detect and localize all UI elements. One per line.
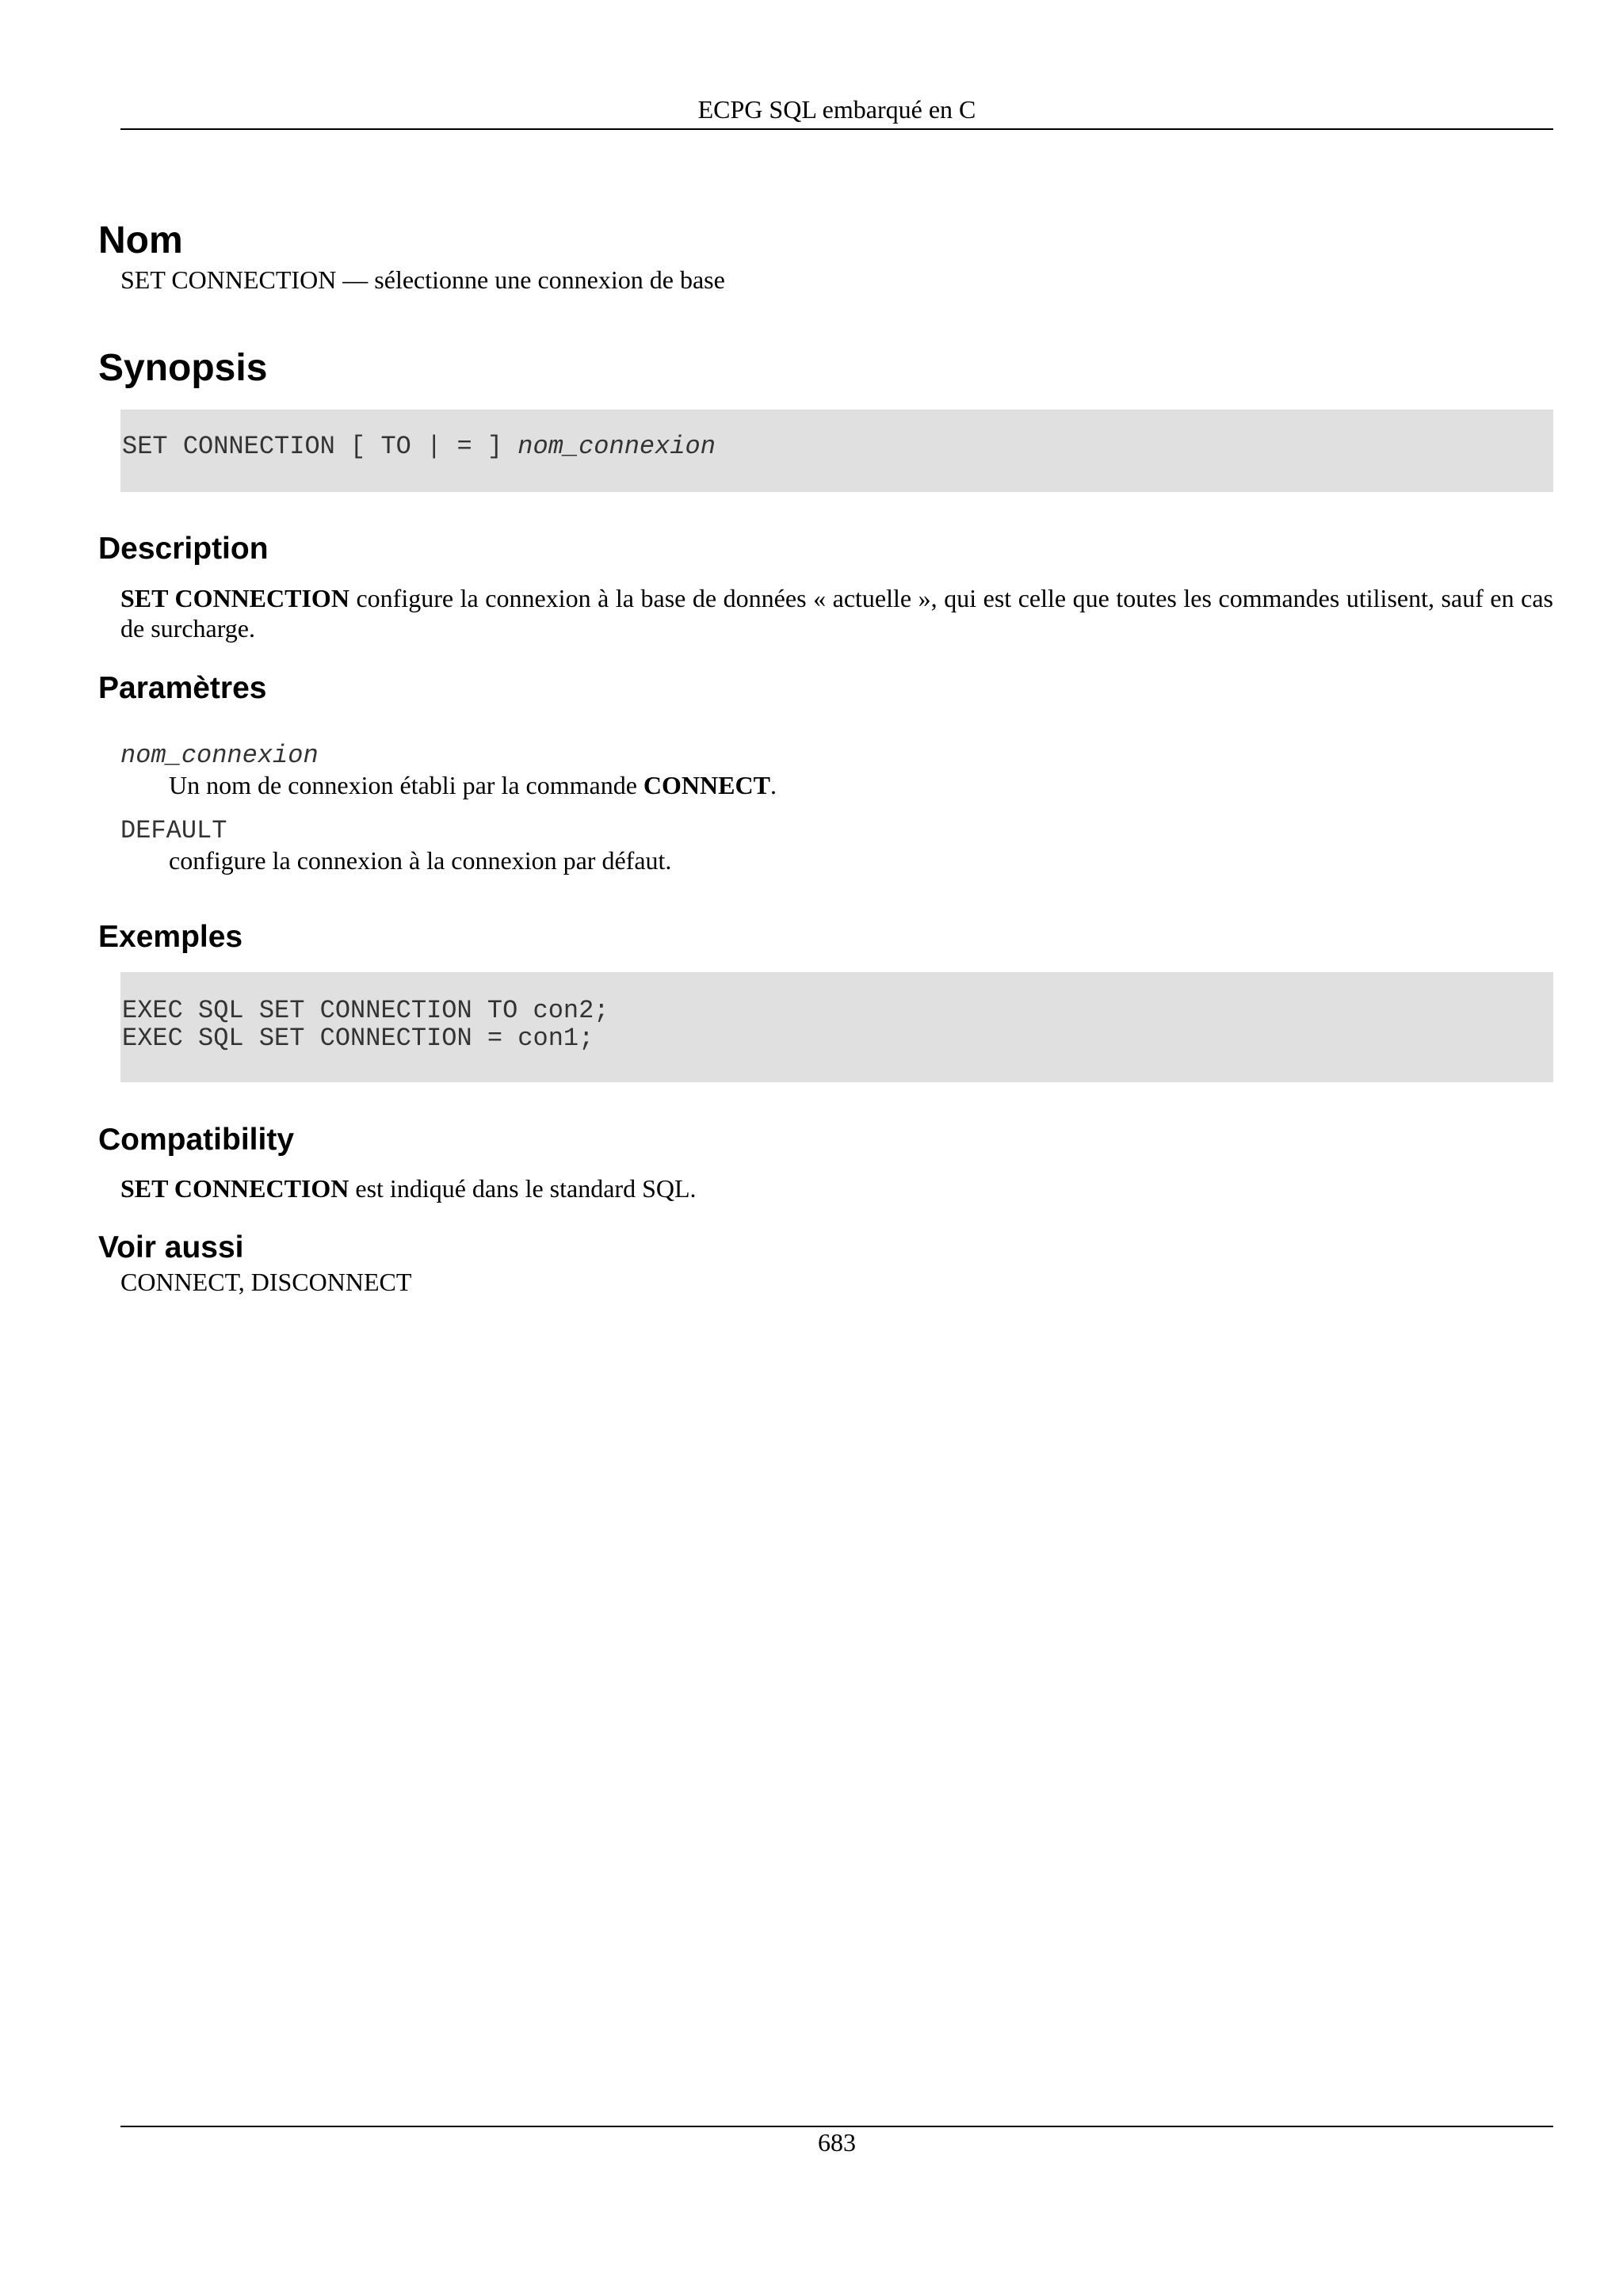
heading-nom: Nom: [98, 219, 183, 261]
page-number: 683: [818, 2128, 856, 2157]
see-also-link-disconnect[interactable]: DISCONNECT: [250, 1268, 412, 1296]
param-term-nom-connexion: nom_connexion: [120, 741, 319, 770]
param-def-nom-connexion: [169, 770, 777, 800]
synopsis-code-param: nom_connexion: [517, 432, 716, 461]
see-also-list: [120, 1267, 1553, 1297]
nom-text: SET CONNECTION — sélectionne une connexion de base: [120, 265, 725, 294]
compatibility-command: SET CONNECTION: [120, 1174, 349, 1203]
description-body: configure la connexion à la base de données « actuelle », qui est celle que toutes les commandes utilisent, sauf en cas de surcharge.: [120, 584, 1553, 643]
heading-parametres: Paramètres: [98, 671, 267, 705]
param-def-connect-command: CONNECT: [643, 771, 770, 799]
see-also-link-connect[interactable]: CONNECT: [120, 1268, 239, 1296]
synopsis-code-line: [122, 433, 1552, 460]
heading-exemples: Exemples: [98, 920, 243, 954]
heading-description: Description: [98, 532, 269, 566]
example-line-2: EXEC SQL SET CONNECTION = con1;: [122, 1024, 594, 1053]
header-rule: [120, 128, 1553, 130]
heading-voir-aussi: Voir aussi: [98, 1230, 244, 1264]
description-command: SET CONNECTION: [120, 584, 349, 612]
param-term-default: DEFAULT: [120, 816, 227, 845]
compatibility-text: [120, 1173, 1553, 1203]
synopsis-code-prefix: SET CONNECTION [ TO | = ]: [122, 432, 518, 461]
compatibility-body: est indiqué dans le standard SQL.: [349, 1174, 697, 1203]
synopsis-code-block: [120, 410, 1553, 492]
heading-compatibility: Compatibility: [98, 1123, 295, 1157]
heading-synopsis: Synopsis: [98, 347, 268, 389]
param-def-nom-connexion-suffix: .: [769, 771, 777, 799]
param-def-nom-connexion-text: Un nom de connexion établi par la commande: [169, 771, 643, 799]
see-also-separator: ,: [238, 1268, 251, 1296]
example-line-1: EXEC SQL SET CONNECTION TO con2;: [122, 996, 609, 1025]
description-text: [120, 583, 1553, 643]
param-def-default: configure la connexion à la connexion par défaut.: [169, 846, 672, 875]
examples-code-block: [120, 972, 1553, 1082]
running-header: ECPG SQL embarqué en C: [697, 95, 976, 124]
